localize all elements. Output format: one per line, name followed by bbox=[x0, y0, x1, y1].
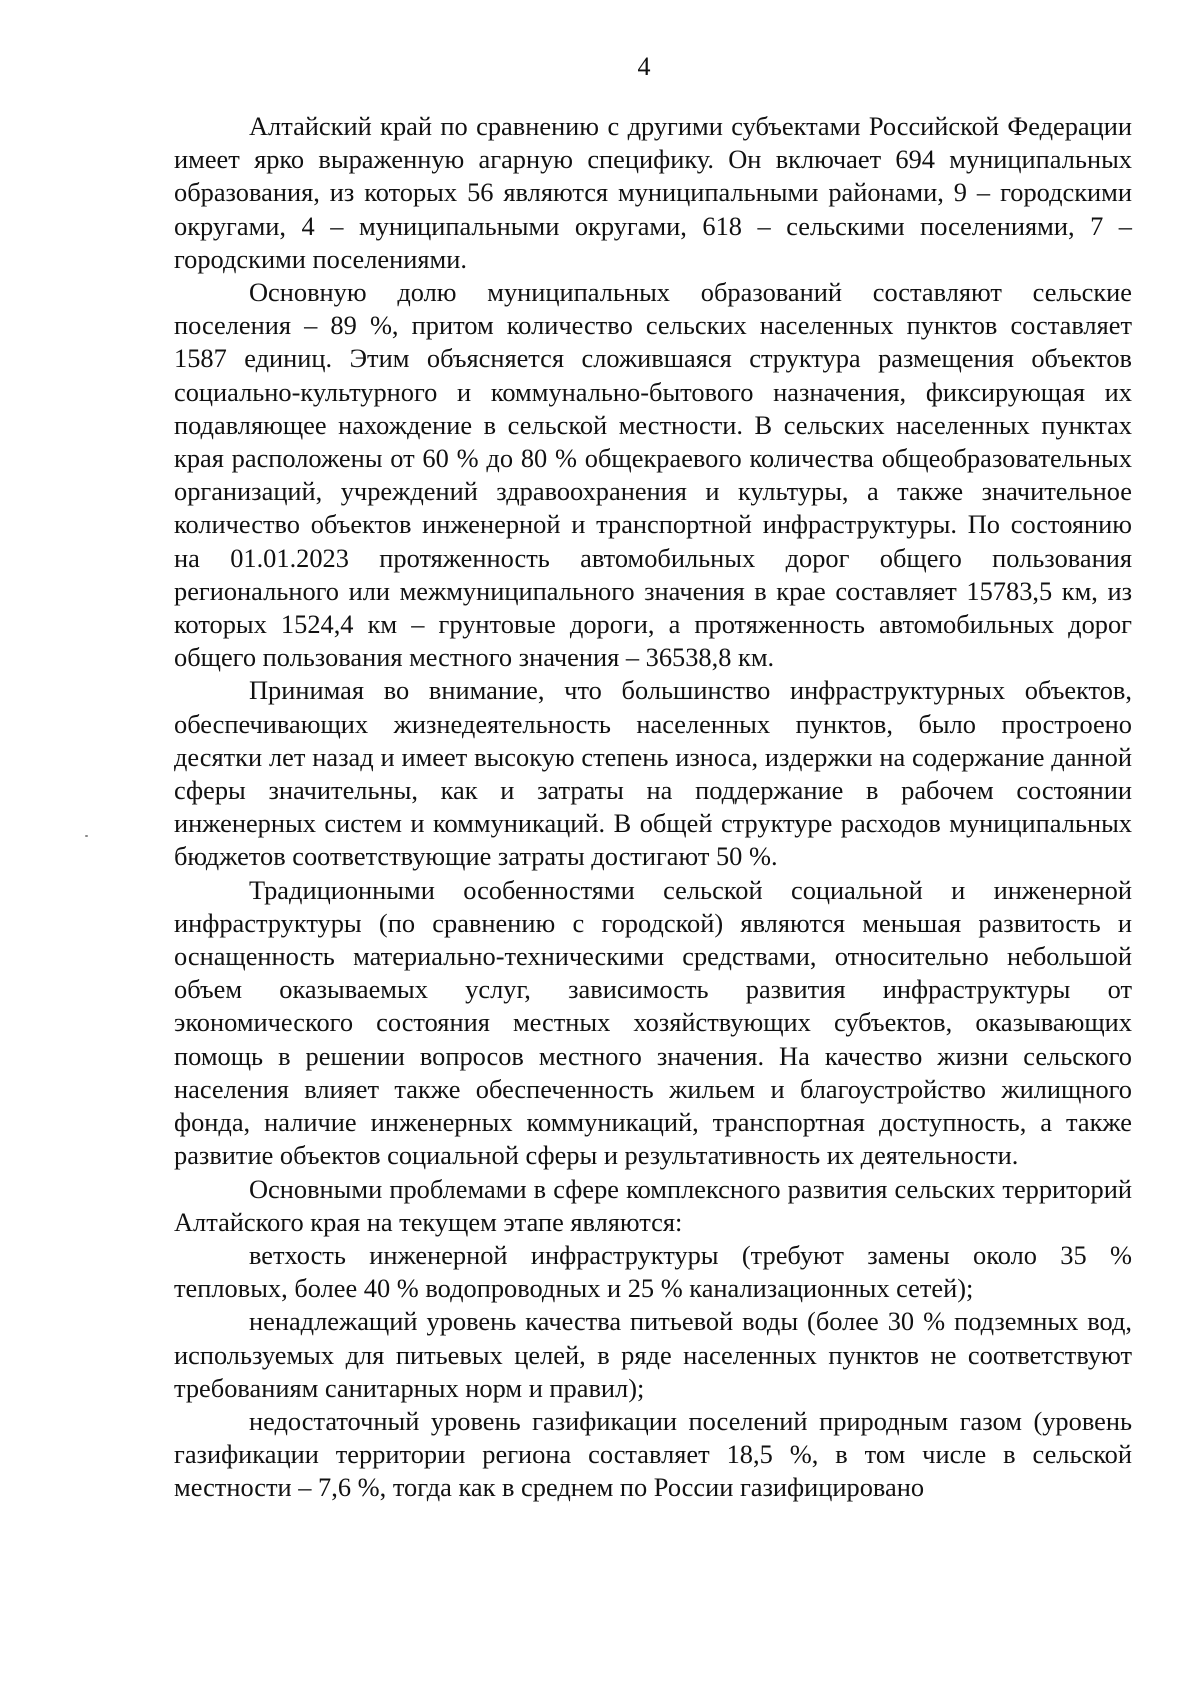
paragraph-municipal-structure: Алтайский край по сравнению с другими субъектами Российской Федерации имеет ярко выраженную агарную специфику. Он включает 694 муниципальных образования, из которых 56 являются муниципальными районами, 9 – городскими округами, 4 – муниципальными округами, 618 – сельскими поселениями, 7 – городскими поселениями. bbox=[174, 111, 1132, 274]
paragraph-rural-settlements: Основную долю муниципальных образований составляют сельские поселения – 89 %, притом количество сельских населенных пунктов составляет 1587 единиц. Этим объясняется сложившаяся структура размещения объектов социально-культурного и коммунально-бытового назначения, фиксирующая их подавляющее нахождение в сельской местности. В сельских населенных пунктах края расположены от 60 % до 80 % общекраевого количества общеобразовательных организаций, учреждений здравоохранения и культуры, а также значительное количество объектов инженерной и транспортной инфраструктуры. По состоянию на 01.01.2023 протяженность автомобильных дорог общего пользования регионального или межмуниципального значения в крае составляет 15783,5 км, из которых 1524,4 км – грунтовые дороги, а протяженность автомобильных дорог общего пользования местного значения – 36538,8 км. bbox=[174, 277, 1132, 673]
page-number: 4 bbox=[637, 52, 651, 81]
paragraph-rural-infrastructure-features: Традиционными особенностями сельской социальной и инженерной инфраструктуры (по сравнению с городской) являются меньшая развитость и оснащенность материально-техническими средствами, относительно небольшой объем оказываемых услуг, зависимость развития инфраструктуры от экономического состояния местных хозяйствующих субъектов, оказывающих помощь в решении вопросов местного значения. На качество жизни сельского населения влияет также обеспеченность жильем и благоустройство жилищного фонда, наличие инженерных коммуникаций, транспортная доступность, а также развитие объектов социальной сферы и результативность их деятельности. bbox=[174, 874, 1132, 1171]
paragraph-problem-gasification: недостаточный уровень газификации поселений природным газом (уровень газификации территории региона составляет 18,5 %, в том числе в сельской местности – 7,6 %, тогда как в среднем по России газифицировано bbox=[174, 1405, 1132, 1503]
paragraph-problem-drinking-water: ненадлежащий уровень качества питьевой воды (более 30 % подземных вод, используемых для питьевых целей, в ряде населенных пунктов не соответствуют требованиям санитарных норм и правил); bbox=[174, 1306, 1132, 1403]
document-body bbox=[174, 110, 1132, 1505]
paragraph-infrastructure-costs: Принимая во внимание, что большинство инфраструктурных объектов, обеспечивающих жизнедеятельность населенных пунктов, было простроено десятки лет назад и имеет высокую степень износа, издержки на содержание данной сферы значительны, как и затраты на поддержание в рабочем состоянии инженерных систем и коммуникаций. В общей структуре расходов муниципальных бюджетов соответствующие затраты достигают 50 %. bbox=[174, 675, 1132, 872]
paragraph-main-problems-intro: Основными проблемами в сфере комплексного развития сельских территорий Алтайского края на текущем этапе являются: bbox=[174, 1173, 1132, 1237]
scan-speck bbox=[85, 835, 88, 837]
paragraph-problem-engineering-infrastructure: ветхость инженерной инфраструктуры (требуют замены около 35 % тепловых, более 40 % водопроводных и 25 % канализационных сетей); bbox=[174, 1239, 1132, 1304]
